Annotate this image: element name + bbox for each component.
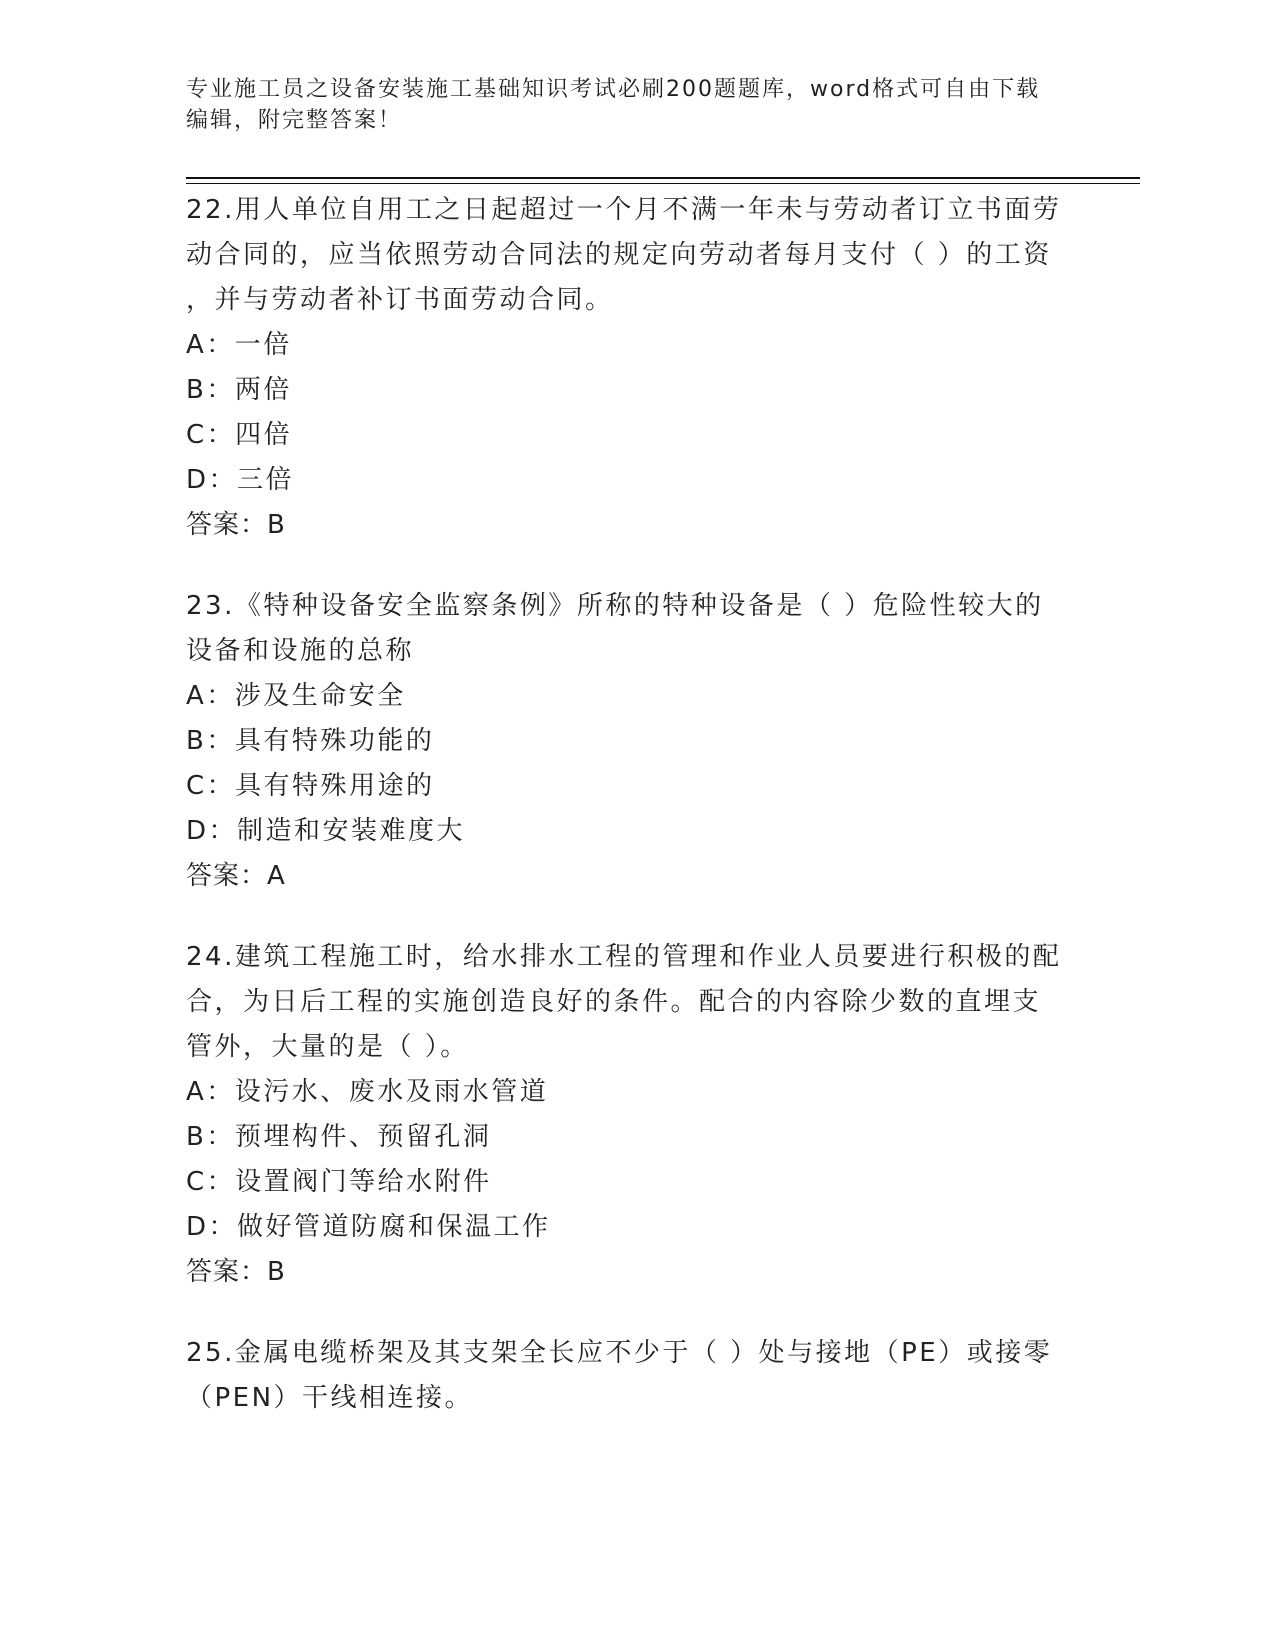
answer: 答案：A <box>186 861 286 891</box>
question-stem-line: （PEN）干线相连接。 <box>186 1383 474 1413</box>
question-stem-line: 23.《特种设备安全监察条例》所称的特种设备是（ ）危险性较大的 <box>186 591 1044 621</box>
answer: 答案：B <box>186 510 286 540</box>
document-header <box>186 74 1086 136</box>
answer: 答案：B <box>186 1257 286 1287</box>
option-d: D：制造和安装难度大 <box>186 816 466 846</box>
question-25 <box>186 1331 1086 1421</box>
question-23 <box>186 584 1086 899</box>
option-b: B：两倍 <box>186 375 292 405</box>
option-a: A：涉及生命安全 <box>186 681 406 711</box>
option-b: B：预埋构件、预留孔洞 <box>186 1122 492 1152</box>
question-24 <box>186 935 1086 1295</box>
question-stem-line: 24.建筑工程施工时，给水排水工程的管理和作业人员要进行积极的配 <box>186 942 1062 972</box>
question-stem-line: 25.金属电缆桥架及其支架全长应不少于（ ）处与接地（PE）或接零 <box>186 1338 1053 1368</box>
header-line-2: 编辑，附完整答案！ <box>186 108 403 133</box>
header-divider-thick <box>186 177 1140 179</box>
option-d: D：做好管道防腐和保温工作 <box>186 1212 551 1242</box>
option-d: D：三倍 <box>186 465 295 495</box>
header-line-1: 专业施工员之设备安装施工基础知识考试必刷200题题库，word格式可自由下载 <box>186 77 1041 102</box>
question-stem-line: 22.用人单位自用工之日起超过一个月不满一年未与劳动者订立书面劳 <box>186 195 1062 225</box>
question-stem-line: 合，为日后工程的实施创造良好的条件。配合的内容除少数的直埋支 <box>186 987 1042 1017</box>
question-stem-line: ，并与劳动者补订书面劳动合同。 <box>186 285 614 315</box>
question-22 <box>186 188 1086 548</box>
option-c: C：设置阀门等给水附件 <box>186 1167 492 1197</box>
option-c: C：四倍 <box>186 420 293 450</box>
question-stem-line: 设备和设施的总称 <box>186 636 415 666</box>
question-stem-line: 动合同的，应当依照劳动合同法的规定向劳动者每月支付（ ）的工资 <box>186 240 1052 270</box>
header-divider-thin <box>186 183 1140 184</box>
option-b: B：具有特殊功能的 <box>186 726 435 756</box>
option-a: A：设污水、废水及雨水管道 <box>186 1077 549 1107</box>
question-stem-line: 管外，大量的是（ ）。 <box>186 1032 469 1062</box>
question-list <box>186 188 1086 1457</box>
option-a: A：一倍 <box>186 330 292 360</box>
option-c: C：具有特殊用途的 <box>186 771 435 801</box>
